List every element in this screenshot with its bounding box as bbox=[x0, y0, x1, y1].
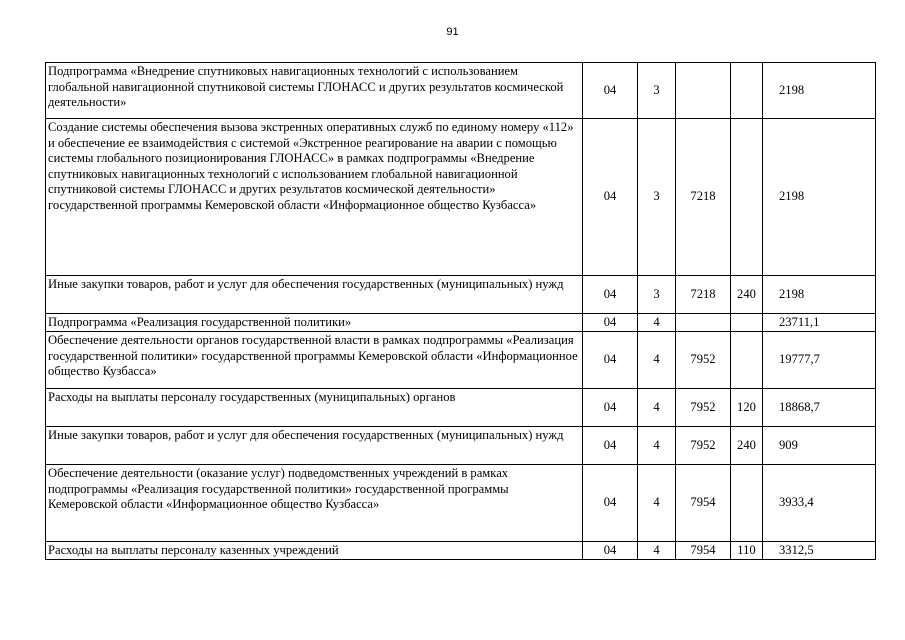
budget-table-body bbox=[46, 63, 876, 560]
razdel-cell: 04 bbox=[583, 63, 638, 119]
page-number: 91 bbox=[446, 26, 459, 38]
target-article-cell: 7954 bbox=[676, 465, 731, 542]
podrazdel-cell: 4 bbox=[638, 389, 676, 427]
row-name-cell: Иные закупки товаров, работ и услуг для обеспечения государственных (муниципальных) нужд bbox=[46, 427, 583, 465]
expense-type-cell: 110 bbox=[731, 542, 763, 560]
target-article-cell bbox=[676, 63, 731, 119]
podrazdel-cell: 3 bbox=[638, 276, 676, 314]
table-row bbox=[46, 427, 876, 465]
podrazdel-cell: 4 bbox=[638, 542, 676, 560]
table-row bbox=[46, 119, 876, 276]
expense-type-cell: 240 bbox=[731, 427, 763, 465]
target-article-cell: 7218 bbox=[676, 276, 731, 314]
amount-cell: 2198 bbox=[763, 119, 876, 276]
table-row bbox=[46, 276, 876, 314]
expense-type-cell bbox=[731, 332, 763, 389]
amount-cell: 3312,5 bbox=[763, 542, 876, 560]
razdel-cell: 04 bbox=[583, 276, 638, 314]
razdel-cell: 04 bbox=[583, 314, 638, 332]
table-row bbox=[46, 63, 876, 119]
row-name-cell: Создание системы обеспечения вызова экстренных оперативных служб по единому номеру «112» и обеспечение ее взаимодействия с системой «Экстренное реагирование на аварии с помощью системы глобального позиционирования ГЛОНАСС» в рамках подпрограммы «Внедрение спутниковых навигационных технологий с использованием глобальной навигационной спутниковой системы ГЛОНАСС и других результатов космической деятельности» государственной программы Кемеровской области «Информационное общество Кузбасса» bbox=[46, 119, 583, 276]
razdel-cell: 04 bbox=[583, 427, 638, 465]
amount-cell: 3933,4 bbox=[763, 465, 876, 542]
razdel-cell: 04 bbox=[583, 389, 638, 427]
expense-type-cell: 240 bbox=[731, 276, 763, 314]
row-name-cell: Расходы на выплаты персоналу государственных (муниципальных) органов bbox=[46, 389, 583, 427]
table-row bbox=[46, 314, 876, 332]
razdel-cell: 04 bbox=[583, 332, 638, 389]
podrazdel-cell: 4 bbox=[638, 427, 676, 465]
podrazdel-cell: 4 bbox=[638, 314, 676, 332]
target-article-cell bbox=[676, 314, 731, 332]
row-name-cell: Обеспечение деятельности (оказание услуг) подведомственных учреждений в рамках подпрограммы «Реализация государственной политики» государственной программы Кемеровской области «Информационное общество Кузбасса» bbox=[46, 465, 583, 542]
amount-cell: 2198 bbox=[763, 276, 876, 314]
expense-type-cell bbox=[731, 119, 763, 276]
razdel-cell: 04 bbox=[583, 119, 638, 276]
table-row bbox=[46, 389, 876, 427]
row-name-cell: Расходы на выплаты персоналу казенных учреждений bbox=[46, 542, 583, 560]
expense-type-cell bbox=[731, 314, 763, 332]
row-name-cell: Подпрограмма «Реализация государственной политики» bbox=[46, 314, 583, 332]
target-article-cell: 7218 bbox=[676, 119, 731, 276]
target-article-cell: 7952 bbox=[676, 332, 731, 389]
target-article-cell: 7952 bbox=[676, 389, 731, 427]
razdel-cell: 04 bbox=[583, 465, 638, 542]
amount-cell: 23711,1 bbox=[763, 314, 876, 332]
table-row bbox=[46, 542, 876, 560]
budget-table bbox=[45, 62, 876, 560]
podrazdel-cell: 4 bbox=[638, 465, 676, 542]
row-name-cell: Обеспечение деятельности органов государственной власти в рамках подпрограммы «Реализация государственной политики» государственной программы Кемеровской области «Информационное общество Кузбасса» bbox=[46, 332, 583, 389]
amount-cell: 18868,7 bbox=[763, 389, 876, 427]
podrazdel-cell: 4 bbox=[638, 332, 676, 389]
expense-type-cell bbox=[731, 63, 763, 119]
table-row bbox=[46, 332, 876, 389]
target-article-cell: 7952 bbox=[676, 427, 731, 465]
amount-cell: 19777,7 bbox=[763, 332, 876, 389]
razdel-cell: 04 bbox=[583, 542, 638, 560]
row-name-cell: Иные закупки товаров, работ и услуг для обеспечения государственных (муниципальных) нужд bbox=[46, 276, 583, 314]
table-row bbox=[46, 465, 876, 542]
podrazdel-cell: 3 bbox=[638, 63, 676, 119]
expense-type-cell: 120 bbox=[731, 389, 763, 427]
podrazdel-cell: 3 bbox=[638, 119, 676, 276]
row-name-cell: Подпрограмма «Внедрение спутниковых навигационных технологий с использованием глобальной навигационной спутниковой системы ГЛОНАСС и других результатов космической деятельности» bbox=[46, 63, 583, 119]
target-article-cell: 7954 bbox=[676, 542, 731, 560]
amount-cell: 2198 bbox=[763, 63, 876, 119]
amount-cell: 909 bbox=[763, 427, 876, 465]
expense-type-cell bbox=[731, 465, 763, 542]
